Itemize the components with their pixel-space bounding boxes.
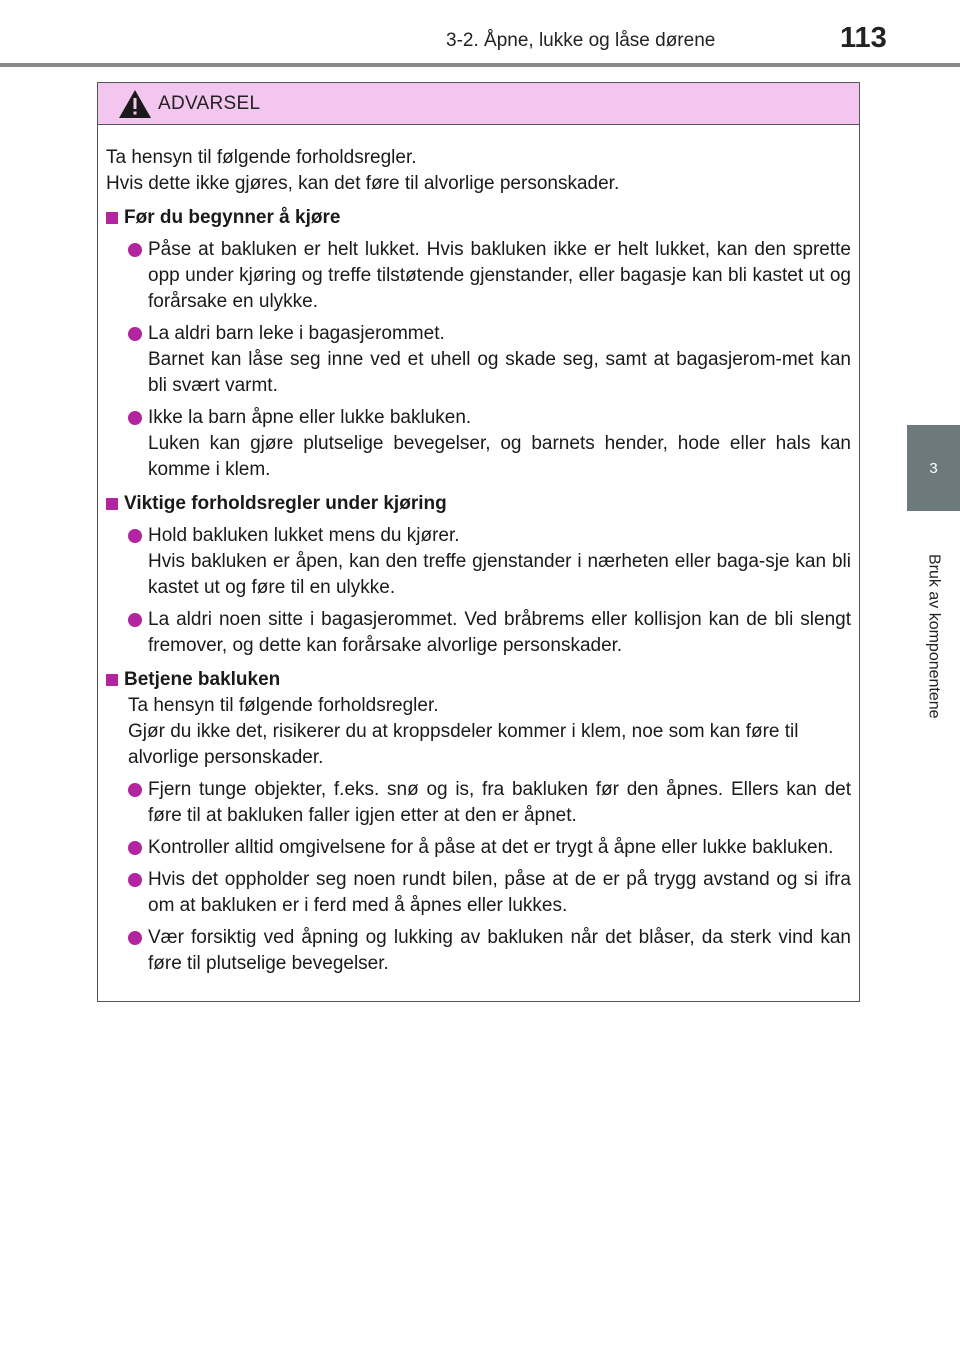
- warning-box: [97, 82, 860, 1002]
- bullet-line: Kontroller alltid omgivelsene for å påse at det er trygt å åpne eller lukke bakluken.: [148, 837, 834, 858]
- bullet-item: [106, 321, 851, 399]
- section-heading-text: Viktige forholdsregler under kjøring: [124, 493, 447, 514]
- section-heading: [106, 667, 851, 693]
- bullet-line: Hvis bakluken er åpen, kan den treffe gjenstander i nærheten eller baga-sje kan bli kastet ut og føre til en ulykke.: [148, 551, 851, 598]
- bullet-text: [148, 777, 851, 829]
- bullet-item: [106, 523, 851, 601]
- bullet-line: Luken kan gjøre plutselige bevegelser, og barnets hender, hode eller hals kan komme i klem.: [148, 433, 851, 480]
- square-bullet-icon: [106, 674, 118, 686]
- intro-line: Ta hensyn til følgende forholdsregler.: [106, 147, 417, 168]
- bullet-item: [106, 777, 851, 829]
- bullet-text: [148, 321, 851, 399]
- chapter-tab: [907, 425, 960, 511]
- bullet-text: [148, 405, 851, 483]
- warning-triangle-icon: [118, 89, 152, 119]
- bullet-text: [148, 237, 851, 315]
- round-bullet-icon: [128, 841, 142, 855]
- bullet-line: Barnet kan låse seg inne ved et uhell og skade seg, samt at bagasjerom-met kan bli svært varmt.: [148, 349, 851, 396]
- bullet-item: [106, 405, 851, 483]
- bullet-item: [106, 835, 851, 861]
- warning-section: [106, 491, 851, 659]
- header-divider: [0, 63, 960, 67]
- bullet-item: [106, 237, 851, 315]
- section-heading-text: Før du begynner å kjøre: [124, 207, 341, 228]
- bullet-item: [106, 607, 851, 659]
- bullet-text: [148, 925, 851, 977]
- round-bullet-icon: [128, 411, 142, 425]
- round-bullet-icon: [128, 613, 142, 627]
- bullet-text: [148, 523, 851, 601]
- bullet-line: La aldri noen sitte i bagasjerommet. Ved bråbrems eller kollisjon kan de bli slengt fremover, og dette kan forårsake alvorlige personskader.: [148, 609, 851, 656]
- bullet-line: La aldri barn leke i bagasjerommet.: [148, 323, 445, 344]
- bullet-line: Ikke la barn åpne eller lukke bakluken.: [148, 407, 472, 428]
- section-heading-text: Betjene bakluken: [124, 669, 281, 690]
- round-bullet-icon: [128, 327, 142, 341]
- page-number: 113: [840, 22, 887, 54]
- round-bullet-icon: [128, 783, 142, 797]
- section-heading: [106, 205, 851, 231]
- section-text-line: Gjør du ikke det, risikerer du at kroppsdeler kommer i klem, noe som kan føre til alvorlige personskader.: [128, 721, 799, 768]
- warning-section: [106, 205, 851, 483]
- bullet-line: Påse at bakluken er helt lukket. Hvis bakluken ikke er helt lukket, kan den sprette opp under kjøring og treffe tilstøtende gjenstander, eller bagasje kan bli kastet ut og forårsake en ulykke.: [148, 239, 851, 312]
- bullet-item: [106, 867, 851, 919]
- chapter-number: 3: [929, 459, 938, 477]
- bullet-line: Hvis det oppholder seg noen rundt bilen, påse at de er på trygg avstand og si ifra om at bakluken er i ferd med å åpnes eller lukkes.: [148, 869, 851, 916]
- chapter-side-label: [907, 511, 960, 761]
- round-bullet-icon: [128, 243, 142, 257]
- square-bullet-icon: [106, 498, 118, 510]
- round-bullet-icon: [128, 529, 142, 543]
- section-heading: [106, 491, 851, 517]
- bullet-text: [148, 867, 851, 919]
- intro-line: Hvis dette ikke gjøres, kan det føre til alvorlige personskader.: [106, 173, 620, 194]
- warning-header: [98, 83, 859, 125]
- bullet-line: Fjern tunge objekter, f.eks. snø og is, fra bakluken før den åpnes. Ellers kan det føre til at bakluken faller igjen etter at den er åpnet.: [148, 779, 851, 826]
- warning-intro: [106, 145, 851, 197]
- warning-section: [106, 667, 851, 977]
- bullet-line: Hold bakluken lukket mens du kjører.: [148, 525, 460, 546]
- bullet-text: [148, 607, 851, 659]
- section-text: [128, 693, 851, 771]
- bullet-line: Vær forsiktig ved åpning og lukking av bakluken når det blåser, da sterk vind kan føre til plutselige bevegelser.: [148, 927, 851, 974]
- round-bullet-icon: [128, 873, 142, 887]
- round-bullet-icon: [128, 931, 142, 945]
- warning-title: ADVARSEL: [158, 92, 261, 114]
- section-title: 3-2. Åpne, lukke og låse dørene: [446, 30, 716, 51]
- warning-body: [98, 125, 859, 977]
- warning-sections: [106, 205, 851, 977]
- section-text-line: Ta hensyn til følgende forholdsregler.: [128, 695, 439, 716]
- bullet-text: [148, 835, 851, 861]
- chapter-label: Bruk av komponentene: [925, 553, 943, 719]
- bullet-item: [106, 925, 851, 977]
- square-bullet-icon: [106, 212, 118, 224]
